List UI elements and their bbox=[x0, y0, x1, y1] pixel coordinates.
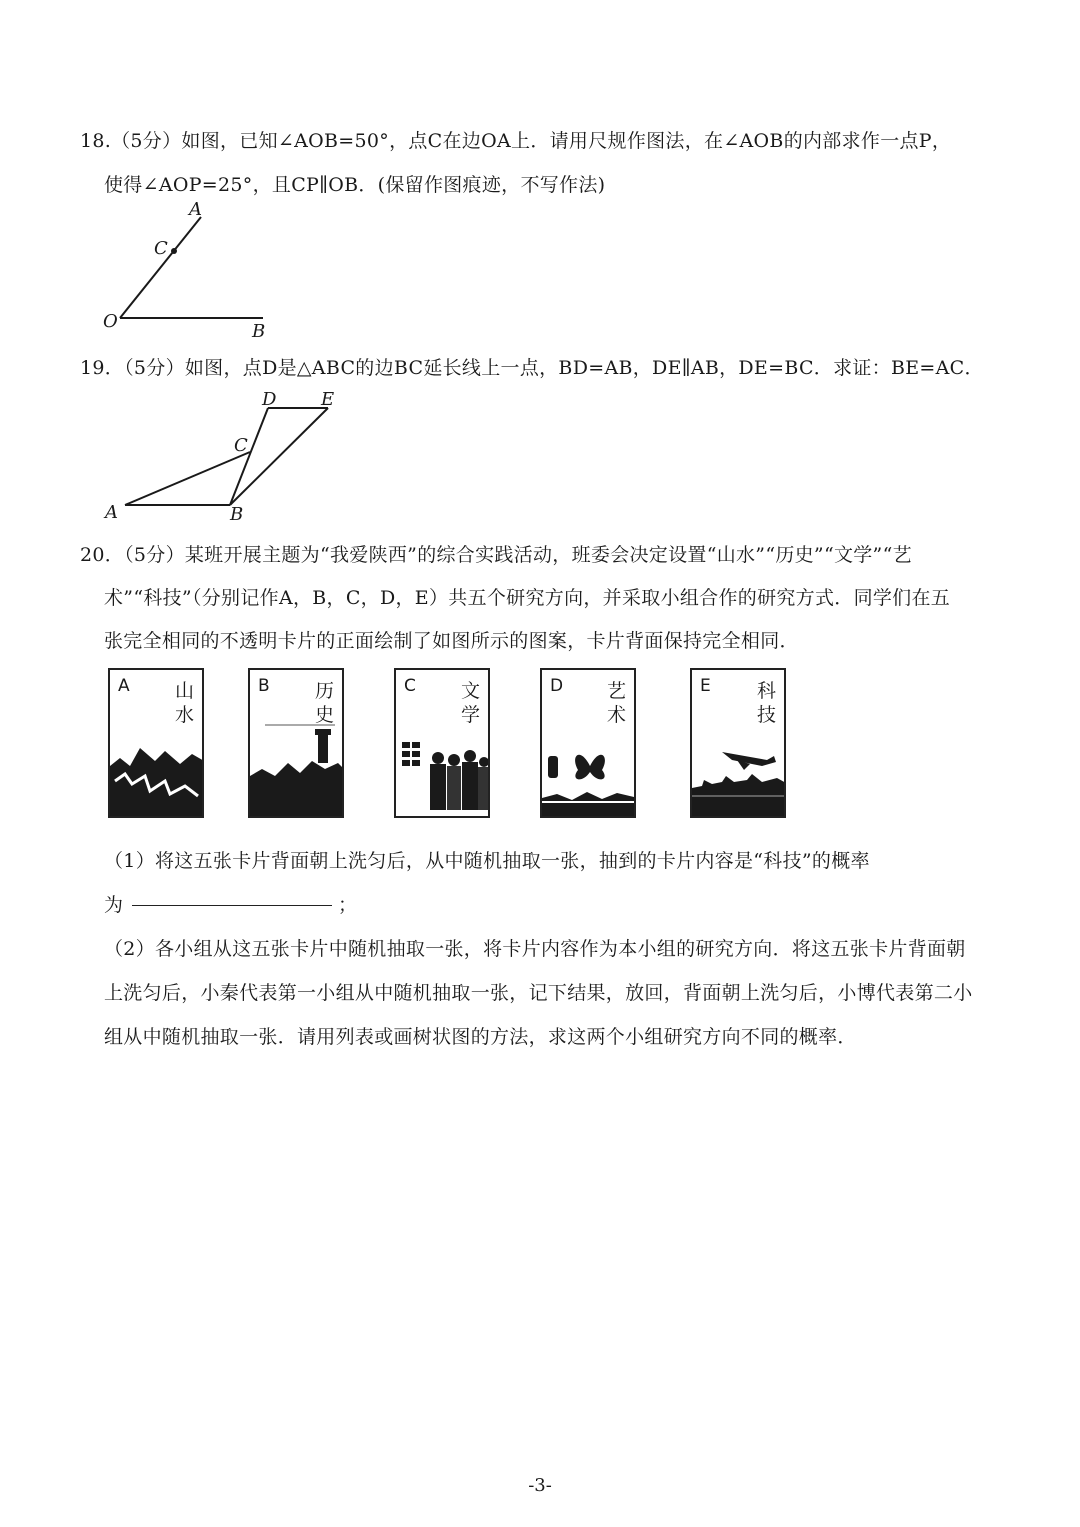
card-title-char1: 文 bbox=[460, 680, 480, 702]
q20-part2-line2: 上洗匀后，小秦代表第一小组从中随机抽取一张，记下结果，放回，背面朝上洗匀后，小博代表第二小 bbox=[104, 982, 973, 1004]
card-a bbox=[108, 668, 204, 818]
pagoda-image bbox=[250, 721, 344, 816]
card-title-char2: 术 bbox=[606, 704, 626, 726]
label-O: O bbox=[103, 311, 118, 332]
q19-triangle-figure bbox=[100, 385, 350, 525]
ray-OA bbox=[120, 217, 201, 318]
label-C: C bbox=[154, 238, 168, 259]
segment-BD bbox=[230, 408, 268, 505]
label-C: C bbox=[234, 435, 248, 456]
label-A: A bbox=[189, 199, 202, 220]
card-c bbox=[394, 668, 490, 818]
q18-text-line1: 18.（5分）如图，已知∠AOB=50°，点C在边OA上．请用尺规作图法，在∠AOB的内部求作一点P， bbox=[80, 130, 952, 152]
label-B: B bbox=[252, 321, 266, 340]
figures-image bbox=[396, 736, 490, 816]
page-number: -3- bbox=[528, 1475, 552, 1496]
card-title-char2: 学 bbox=[460, 704, 480, 726]
q18-angle-figure bbox=[95, 195, 285, 340]
q18-text-line2: 使得∠AOP=25°，且CP∥OB．(保留作图痕迹，不写作法) bbox=[104, 174, 606, 196]
label-A: A bbox=[105, 502, 118, 523]
card-e bbox=[690, 668, 786, 818]
q19-text-line1: 19．（5分）如图，点D是△ABC的边BC延长线上一点，BD=AB，DE∥AB，DE=BC．求证：BE=AC． bbox=[80, 357, 984, 379]
answer-blank[interactable] bbox=[132, 905, 332, 906]
card-title-char1: 艺 bbox=[606, 680, 626, 702]
card-title-char1: 科 bbox=[756, 680, 776, 702]
label-D: D bbox=[262, 389, 277, 410]
card-title-char2: 史 bbox=[314, 704, 334, 726]
q20-part2-line1: （2）各小组从这五张卡片中随机抽取一张，将卡片内容作为本小组的研究方向．将这五张卡片背面朝 bbox=[104, 938, 966, 960]
q20-part1-prefix: 为 bbox=[104, 894, 124, 916]
q20-text-line3: 张完全相同的不透明卡片的正面绘制了如图所示的图案，卡片背面保持完全相同． bbox=[104, 630, 799, 652]
q20-part1-suffix: ； bbox=[338, 894, 358, 916]
card-letter: C bbox=[404, 676, 416, 696]
card-letter: A bbox=[118, 676, 130, 696]
label-B: B bbox=[230, 504, 244, 525]
card-d bbox=[540, 668, 636, 818]
card-title-char2: 技 bbox=[756, 704, 776, 726]
card-title-char1: 山 bbox=[174, 680, 194, 702]
segment-AC bbox=[125, 452, 250, 505]
card-b bbox=[248, 668, 344, 818]
card-letter: B bbox=[258, 676, 270, 696]
airplane-image bbox=[692, 736, 786, 816]
point-C bbox=[171, 248, 177, 254]
card-title-char2: 水 bbox=[174, 704, 194, 726]
segment-BE bbox=[230, 408, 328, 505]
landscape-image bbox=[110, 736, 204, 816]
label-E: E bbox=[321, 389, 335, 410]
card-letter: D bbox=[550, 676, 564, 696]
q20-text-line1: 20．（5分）某班开展主题为“我爱陕西”的综合实践活动，班委会决定设置“山水”“历史”“文学”“艺 bbox=[80, 544, 912, 566]
butterfly-image bbox=[542, 736, 636, 816]
q20-text-line2: 术”“科技”（分别记作A，B，C，D，E）共五个研究方向，并采取小组合作的研究方式．同学们在五 bbox=[104, 587, 951, 609]
q20-part1-line1: （1）将这五张卡片背面朝上洗匀后，从中随机抽取一张，抽到的卡片内容是“科技”的概率 bbox=[104, 850, 870, 872]
card-letter: E bbox=[700, 676, 711, 696]
q20-part2-line3: 组从中随机抽取一张．请用列表或画树状图的方法，求这两个小组研究方向不同的概率． bbox=[104, 1026, 857, 1048]
card-title-char1: 历 bbox=[314, 680, 334, 702]
